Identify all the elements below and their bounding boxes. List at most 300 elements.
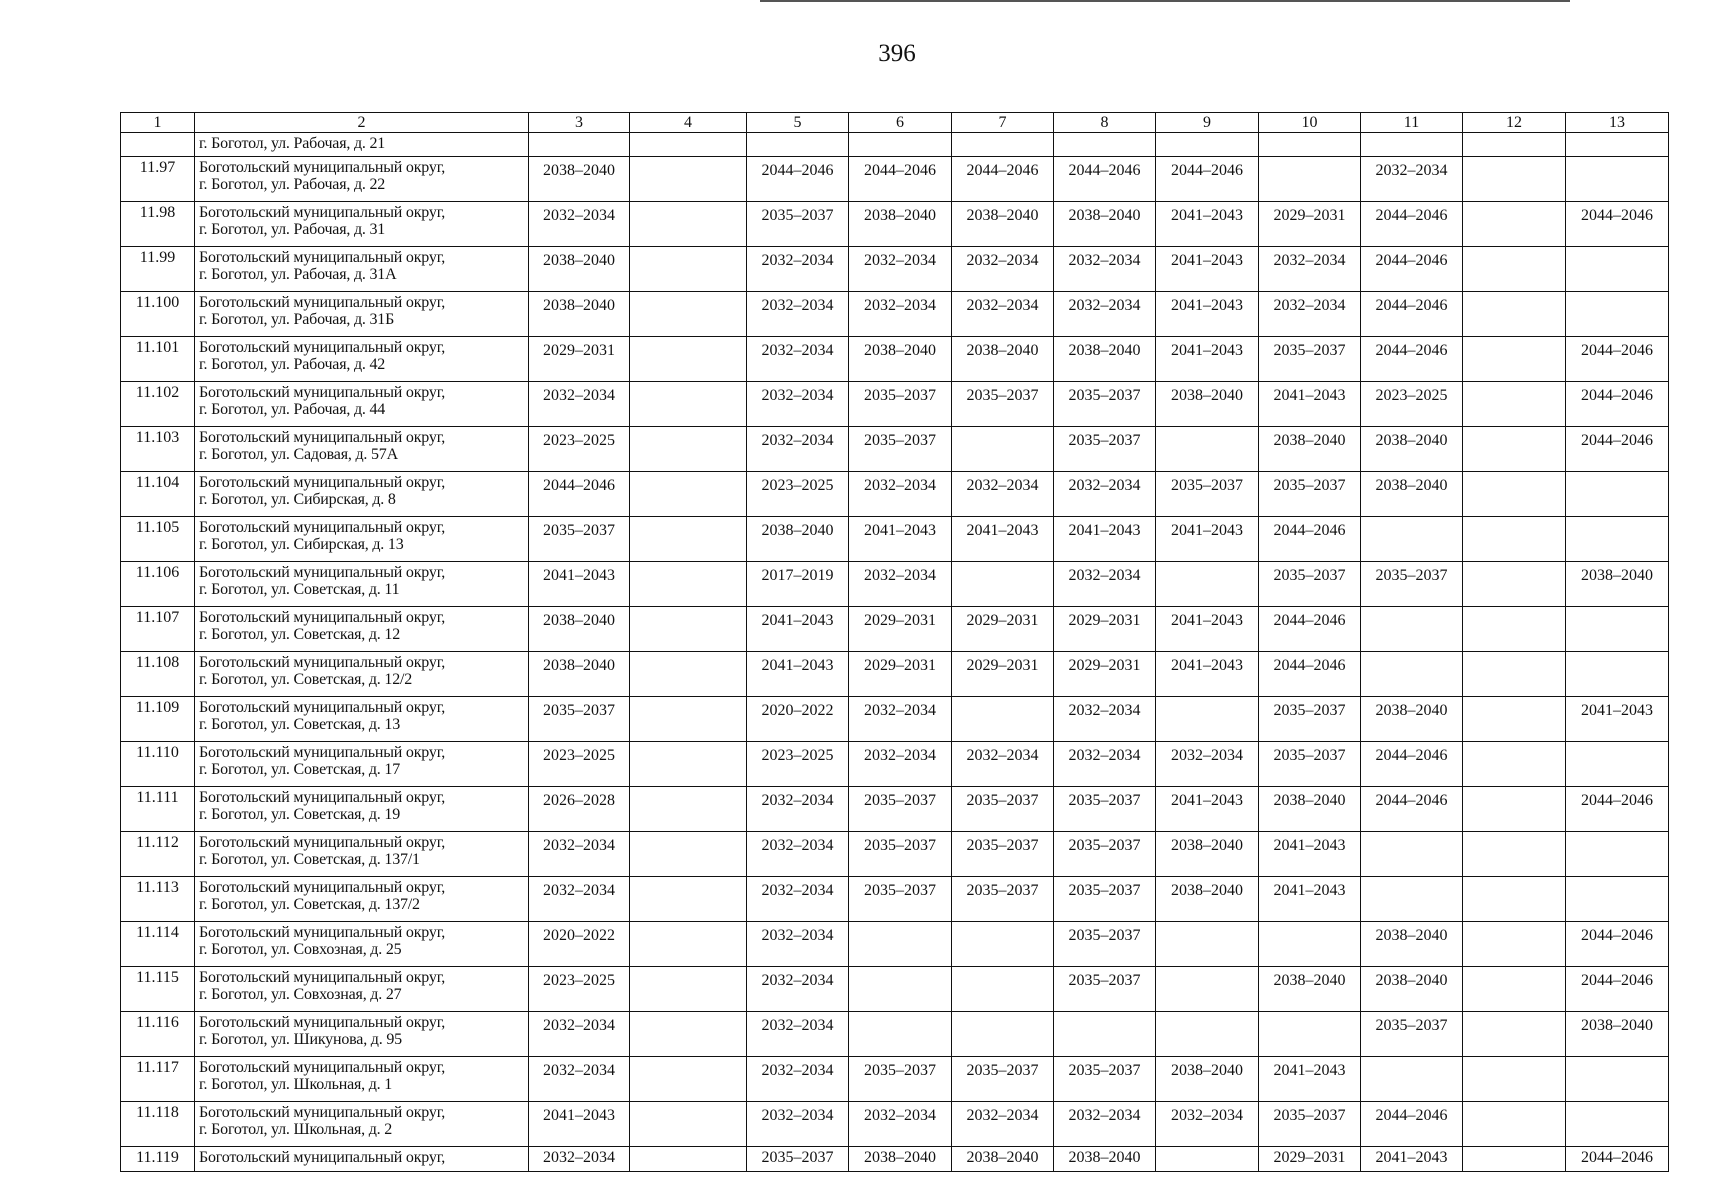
value-cell: 2035–2037 bbox=[1259, 337, 1361, 382]
value-cell: 2038–2040 bbox=[747, 517, 849, 562]
column-header-12: 12 bbox=[1463, 113, 1566, 133]
value-cell bbox=[1463, 787, 1566, 832]
value-cell bbox=[1463, 562, 1566, 607]
table-row bbox=[121, 877, 1669, 922]
value-cell bbox=[630, 562, 747, 607]
table-row bbox=[121, 247, 1669, 292]
value-cell bbox=[1566, 742, 1669, 787]
value-cell bbox=[849, 922, 952, 967]
value-cell bbox=[630, 1057, 747, 1102]
value-cell: 2035–2037 bbox=[849, 832, 952, 877]
address-cell bbox=[195, 157, 529, 202]
district-line: Боготольский муниципальный округ, bbox=[199, 924, 446, 941]
value-cell bbox=[630, 787, 747, 832]
row-number-cell: 11.115 bbox=[121, 967, 195, 1012]
row-number-cell: 11.98 bbox=[121, 202, 195, 247]
value-cell: 2038–2040 bbox=[1361, 472, 1463, 517]
address-line: г. Боготол, ул. Советская, д. 137/2 bbox=[199, 896, 420, 913]
value-cell: 2038–2040 bbox=[529, 292, 630, 337]
value-cell: 2035–2037 bbox=[952, 1057, 1054, 1102]
value-cell: 2044–2046 bbox=[1566, 427, 1669, 472]
value-cell bbox=[1361, 652, 1463, 697]
value-cell: 2032–2034 bbox=[849, 697, 952, 742]
table-row-continued bbox=[121, 133, 1669, 157]
address-cell bbox=[195, 697, 529, 742]
value-cell bbox=[1463, 337, 1566, 382]
value-cell bbox=[630, 133, 747, 157]
value-cell bbox=[1156, 697, 1259, 742]
value-cell bbox=[1361, 1057, 1463, 1102]
value-cell bbox=[630, 202, 747, 247]
address-line: г. Боготол, ул. Рабочая, д. 44 bbox=[199, 401, 386, 418]
value-cell: 2035–2037 bbox=[747, 1147, 849, 1172]
address-line: г. Боготол, ул. Советская, д. 137/1 bbox=[199, 851, 420, 868]
value-cell bbox=[1463, 1147, 1566, 1172]
value-cell: 2044–2046 bbox=[1361, 202, 1463, 247]
value-cell bbox=[1463, 472, 1566, 517]
value-cell bbox=[630, 427, 747, 472]
value-cell: 2041–2043 bbox=[1156, 607, 1259, 652]
value-cell: 2029–2031 bbox=[1054, 607, 1156, 652]
value-cell: 2035–2037 bbox=[849, 787, 952, 832]
address-cell bbox=[195, 787, 529, 832]
address-cell bbox=[195, 427, 529, 472]
value-cell: 2041–2043 bbox=[1259, 382, 1361, 427]
table-row bbox=[121, 382, 1669, 427]
value-cell bbox=[1463, 922, 1566, 967]
value-cell: 2032–2034 bbox=[529, 1012, 630, 1057]
address-line: г. Боготол, ул. Школьная, д. 2 bbox=[199, 1121, 393, 1138]
value-cell: 2041–2043 bbox=[1156, 292, 1259, 337]
value-cell bbox=[630, 157, 747, 202]
value-cell bbox=[1566, 832, 1669, 877]
value-cell: 2035–2037 bbox=[849, 382, 952, 427]
row-number-cell: 11.101 bbox=[121, 337, 195, 382]
district-line: Боготольский муниципальный округ, bbox=[199, 699, 446, 716]
value-cell: 2035–2037 bbox=[1361, 562, 1463, 607]
table-row bbox=[121, 922, 1669, 967]
row-number-cell: 11.100 bbox=[121, 292, 195, 337]
value-cell: 2032–2034 bbox=[529, 832, 630, 877]
value-cell bbox=[1566, 1057, 1669, 1102]
row-number-cell: 11.104 bbox=[121, 472, 195, 517]
value-cell: 2041–2043 bbox=[747, 652, 849, 697]
address-line: г. Боготол, ул. Советская, д. 19 bbox=[199, 806, 400, 823]
top-rule bbox=[760, 0, 1570, 2]
district-line: Боготольский муниципальный округ, bbox=[199, 969, 446, 986]
address-cell bbox=[195, 202, 529, 247]
value-cell bbox=[1463, 1012, 1566, 1057]
value-cell: 2041–2043 bbox=[1054, 517, 1156, 562]
row-number-cell: 11.108 bbox=[121, 652, 195, 697]
value-cell: 2038–2040 bbox=[849, 1147, 952, 1172]
page-number: 396 bbox=[878, 40, 916, 67]
address-line: г. Боготол, ул. Сибирская, д. 8 bbox=[199, 491, 396, 508]
value-cell bbox=[1156, 427, 1259, 472]
column-header-5: 5 bbox=[747, 113, 849, 133]
value-cell: 2044–2046 bbox=[1259, 652, 1361, 697]
value-cell: 2041–2043 bbox=[1156, 337, 1259, 382]
schedule-table bbox=[120, 112, 1669, 1172]
value-cell: 2038–2040 bbox=[1156, 832, 1259, 877]
value-cell bbox=[1259, 133, 1361, 157]
address-cell bbox=[195, 247, 529, 292]
value-cell: 2041–2043 bbox=[1156, 247, 1259, 292]
value-cell bbox=[1156, 133, 1259, 157]
value-cell: 2044–2046 bbox=[849, 157, 952, 202]
value-cell: 2032–2034 bbox=[529, 877, 630, 922]
value-cell: 2041–2043 bbox=[849, 517, 952, 562]
value-cell bbox=[1361, 832, 1463, 877]
row-number-cell: 11.106 bbox=[121, 562, 195, 607]
value-cell: 2041–2043 bbox=[1156, 787, 1259, 832]
district-line: Боготольский муниципальный округ, bbox=[199, 1059, 446, 1076]
address-cell bbox=[195, 517, 529, 562]
value-cell: 2035–2037 bbox=[1054, 382, 1156, 427]
district-line: Боготольский муниципальный округ, bbox=[199, 249, 446, 266]
value-cell: 2035–2037 bbox=[1259, 1102, 1361, 1147]
value-cell: 2038–2040 bbox=[1361, 697, 1463, 742]
value-cell: 2041–2043 bbox=[529, 562, 630, 607]
address-cell bbox=[195, 652, 529, 697]
value-cell: 2032–2034 bbox=[952, 742, 1054, 787]
address-line: г. Боготол, ул. Шикунова, д. 95 bbox=[199, 1031, 402, 1048]
value-cell: 2038–2040 bbox=[952, 202, 1054, 247]
table-row bbox=[121, 472, 1669, 517]
district-line: Боготольский муниципальный округ, bbox=[199, 744, 446, 761]
value-cell: 2035–2037 bbox=[747, 202, 849, 247]
value-cell: 2044–2046 bbox=[952, 157, 1054, 202]
value-cell: 2035–2037 bbox=[1361, 1012, 1463, 1057]
value-cell: 2041–2043 bbox=[952, 517, 1054, 562]
value-cell bbox=[1156, 1147, 1259, 1172]
address-line: г. Боготол, ул. Совхозная, д. 25 bbox=[199, 941, 402, 958]
value-cell: 2020–2022 bbox=[529, 922, 630, 967]
district-line: Боготольский муниципальный округ, bbox=[199, 294, 446, 311]
value-cell bbox=[1566, 1102, 1669, 1147]
column-header-10: 10 bbox=[1259, 113, 1361, 133]
value-cell bbox=[630, 922, 747, 967]
value-cell: 2032–2034 bbox=[849, 742, 952, 787]
value-cell: 2029–2031 bbox=[1259, 202, 1361, 247]
table-row bbox=[121, 292, 1669, 337]
row-number-cell: 11.118 bbox=[121, 1102, 195, 1147]
value-cell: 2032–2034 bbox=[747, 427, 849, 472]
row-number-cell: 11.103 bbox=[121, 427, 195, 472]
value-cell: 2032–2034 bbox=[747, 787, 849, 832]
value-cell bbox=[630, 472, 747, 517]
address-cell bbox=[195, 967, 529, 1012]
value-cell bbox=[1156, 967, 1259, 1012]
value-cell bbox=[1463, 967, 1566, 1012]
value-cell bbox=[1156, 922, 1259, 967]
value-cell: 2041–2043 bbox=[1259, 832, 1361, 877]
address-cell: Боготольский муниципальный округ, bbox=[195, 1147, 529, 1172]
value-cell bbox=[630, 877, 747, 922]
value-cell: 2032–2034 bbox=[747, 922, 849, 967]
value-cell: 2032–2034 bbox=[952, 472, 1054, 517]
value-cell: 2032–2034 bbox=[747, 832, 849, 877]
value-cell: 2035–2037 bbox=[849, 427, 952, 472]
value-cell: 2032–2034 bbox=[1054, 247, 1156, 292]
address-line: г. Боготол, ул. Советская, д. 12/2 bbox=[199, 671, 413, 688]
row-number-cell: 11.99 bbox=[121, 247, 195, 292]
value-cell bbox=[1463, 607, 1566, 652]
district-line: Боготольский муниципальный округ, bbox=[199, 204, 446, 221]
value-cell bbox=[1156, 1012, 1259, 1057]
value-cell: 2044–2046 bbox=[1566, 1147, 1669, 1172]
value-cell: 2038–2040 bbox=[1259, 967, 1361, 1012]
value-cell: 2032–2034 bbox=[952, 292, 1054, 337]
value-cell: 2032–2034 bbox=[1054, 742, 1156, 787]
value-cell: 2038–2040 bbox=[1259, 427, 1361, 472]
row-number-cell: 11.119 bbox=[121, 1147, 195, 1172]
value-cell bbox=[1566, 472, 1669, 517]
value-cell bbox=[630, 607, 747, 652]
address-cell bbox=[195, 382, 529, 427]
value-cell bbox=[1361, 133, 1463, 157]
address-line: г. Боготол, ул. Советская, д. 17 bbox=[199, 761, 400, 778]
address-cell bbox=[195, 562, 529, 607]
header-row bbox=[121, 113, 1669, 133]
table-row-last bbox=[121, 1147, 1669, 1172]
value-cell: 2032–2034 bbox=[529, 1147, 630, 1172]
value-cell: 2032–2034 bbox=[1361, 157, 1463, 202]
table-row bbox=[121, 607, 1669, 652]
district-line: Боготольский муниципальный округ, bbox=[199, 654, 446, 671]
row-number-cell: 11.117 bbox=[121, 1057, 195, 1102]
value-cell: 2044–2046 bbox=[1361, 247, 1463, 292]
district-line: Боготольский муниципальный округ, bbox=[199, 1014, 446, 1031]
value-cell bbox=[1463, 157, 1566, 202]
value-cell: 2032–2034 bbox=[1054, 697, 1156, 742]
table-row bbox=[121, 202, 1669, 247]
value-cell bbox=[747, 133, 849, 157]
value-cell bbox=[1566, 133, 1669, 157]
row-number-cell: 11.111 bbox=[121, 787, 195, 832]
value-cell: 2029–2031 bbox=[849, 652, 952, 697]
value-cell bbox=[630, 832, 747, 877]
value-cell: 2017–2019 bbox=[747, 562, 849, 607]
value-cell bbox=[1566, 607, 1669, 652]
value-cell: 2038–2040 bbox=[1054, 1147, 1156, 1172]
value-cell bbox=[1259, 1012, 1361, 1057]
value-cell: 2038–2040 bbox=[1054, 202, 1156, 247]
value-cell: 2023–2025 bbox=[1361, 382, 1463, 427]
value-cell: 2032–2034 bbox=[1156, 1102, 1259, 1147]
district-line: Боготольский муниципальный округ, bbox=[199, 474, 446, 491]
value-cell bbox=[952, 967, 1054, 1012]
value-cell: 2038–2040 bbox=[849, 337, 952, 382]
value-cell: 2035–2037 bbox=[952, 877, 1054, 922]
value-cell: 2035–2037 bbox=[529, 517, 630, 562]
value-cell bbox=[630, 292, 747, 337]
value-cell bbox=[952, 1012, 1054, 1057]
value-cell: 2035–2037 bbox=[952, 382, 1054, 427]
table-row bbox=[121, 337, 1669, 382]
address-cell bbox=[195, 472, 529, 517]
value-cell: 2035–2037 bbox=[1054, 922, 1156, 967]
column-header-1: 1 bbox=[121, 113, 195, 133]
value-cell: 2044–2046 bbox=[1361, 337, 1463, 382]
district-line: Боготольский муниципальный округ, bbox=[199, 339, 446, 356]
row-number-cell: 11.97 bbox=[121, 157, 195, 202]
value-cell: 2032–2034 bbox=[849, 472, 952, 517]
value-cell: 2044–2046 bbox=[529, 472, 630, 517]
row-number-cell bbox=[121, 133, 195, 157]
table-row bbox=[121, 1012, 1669, 1057]
value-cell bbox=[630, 382, 747, 427]
value-cell: 2035–2037 bbox=[1054, 1057, 1156, 1102]
value-cell: 2032–2034 bbox=[747, 247, 849, 292]
value-cell: 2020–2022 bbox=[747, 697, 849, 742]
table-row bbox=[121, 1102, 1669, 1147]
value-cell: 2032–2034 bbox=[747, 1102, 849, 1147]
value-cell: 2032–2034 bbox=[1054, 472, 1156, 517]
address-line: г. Боготол, ул. Рабочая, д. 31Б bbox=[199, 311, 395, 328]
address-line: г. Боготол, ул. Садовая, д. 57А bbox=[199, 446, 398, 463]
district-line: Боготольский муниципальный округ, bbox=[199, 429, 446, 446]
value-cell: 2032–2034 bbox=[747, 382, 849, 427]
address-line: г. Боготол, ул. Рабочая, д. 31 bbox=[199, 221, 386, 238]
value-cell: 2032–2034 bbox=[849, 1102, 952, 1147]
address-cell bbox=[195, 1102, 529, 1147]
value-cell: 2023–2025 bbox=[529, 742, 630, 787]
value-cell bbox=[1259, 922, 1361, 967]
value-cell: 2023–2025 bbox=[529, 967, 630, 1012]
value-cell: 2032–2034 bbox=[1054, 1102, 1156, 1147]
value-cell bbox=[1463, 1057, 1566, 1102]
value-cell: 2032–2034 bbox=[1054, 562, 1156, 607]
value-cell bbox=[952, 133, 1054, 157]
value-cell: 2032–2034 bbox=[1156, 742, 1259, 787]
value-cell bbox=[630, 517, 747, 562]
value-cell bbox=[1259, 157, 1361, 202]
district-line: Боготольский муниципальный округ, bbox=[199, 519, 446, 536]
value-cell bbox=[849, 1012, 952, 1057]
value-cell: 2035–2037 bbox=[1054, 427, 1156, 472]
value-cell bbox=[1054, 133, 1156, 157]
table-row bbox=[121, 967, 1669, 1012]
value-cell: 2032–2034 bbox=[952, 1102, 1054, 1147]
value-cell: 2044–2046 bbox=[1156, 157, 1259, 202]
value-cell bbox=[1361, 877, 1463, 922]
value-cell: 2035–2037 bbox=[952, 832, 1054, 877]
value-cell: 2032–2034 bbox=[747, 967, 849, 1012]
value-cell: 2023–2025 bbox=[529, 427, 630, 472]
address-line: г. Боготол, ул. Сибирская, д. 13 bbox=[199, 536, 404, 553]
address-line: г. Боготол, ул. Советская, д. 12 bbox=[199, 626, 400, 643]
district-line: Боготольский муниципальный округ, bbox=[199, 564, 446, 581]
value-cell: 2038–2040 bbox=[1361, 922, 1463, 967]
address-line: г. Боготол, ул. Советская, д. 13 bbox=[199, 716, 400, 733]
value-cell: 2044–2046 bbox=[1361, 1102, 1463, 1147]
value-cell: 2038–2040 bbox=[1156, 1057, 1259, 1102]
value-cell bbox=[1463, 652, 1566, 697]
column-header-6: 6 bbox=[849, 113, 952, 133]
value-cell: 2035–2037 bbox=[1054, 877, 1156, 922]
value-cell: 2041–2043 bbox=[1566, 697, 1669, 742]
district-line: Боготольский муниципальный округ, bbox=[199, 879, 446, 896]
value-cell: 2032–2034 bbox=[849, 292, 952, 337]
value-cell: 2032–2034 bbox=[952, 247, 1054, 292]
value-cell bbox=[952, 922, 1054, 967]
table-row bbox=[121, 742, 1669, 787]
value-cell: 2035–2037 bbox=[1054, 832, 1156, 877]
column-header-2: 2 bbox=[195, 113, 529, 133]
value-cell: 2038–2040 bbox=[952, 1147, 1054, 1172]
table-row bbox=[121, 697, 1669, 742]
address-cell bbox=[195, 832, 529, 877]
value-cell: 2029–2031 bbox=[1054, 652, 1156, 697]
value-cell: 2032–2034 bbox=[1054, 292, 1156, 337]
district-line: Боготольский муниципальный округ, bbox=[199, 159, 446, 176]
value-cell: 2026–2028 bbox=[529, 787, 630, 832]
value-cell: 2044–2046 bbox=[1566, 337, 1669, 382]
value-cell bbox=[1463, 832, 1566, 877]
value-cell bbox=[1463, 742, 1566, 787]
value-cell: 2035–2037 bbox=[1259, 742, 1361, 787]
value-cell: 2038–2040 bbox=[529, 607, 630, 652]
value-cell: 2032–2034 bbox=[747, 877, 849, 922]
address-line: г. Боготол, ул. Школьная, д. 1 bbox=[199, 1076, 393, 1093]
value-cell: 2032–2034 bbox=[849, 247, 952, 292]
value-cell bbox=[1463, 292, 1566, 337]
value-cell bbox=[1566, 517, 1669, 562]
value-cell: 2029–2031 bbox=[952, 607, 1054, 652]
value-cell bbox=[952, 562, 1054, 607]
value-cell: 2041–2043 bbox=[1156, 202, 1259, 247]
address-cell bbox=[195, 607, 529, 652]
address-line: г. Боготол, ул. Рабочая, д. 42 bbox=[199, 356, 386, 373]
column-header-4: 4 bbox=[630, 113, 747, 133]
value-cell: 2038–2040 bbox=[952, 337, 1054, 382]
value-cell: 2035–2037 bbox=[952, 787, 1054, 832]
address-line: г. Боготол, ул. Совхозная, д. 27 bbox=[199, 986, 402, 1003]
value-cell bbox=[1463, 247, 1566, 292]
value-cell: 2044–2046 bbox=[1259, 607, 1361, 652]
column-header-11: 11 bbox=[1361, 113, 1463, 133]
value-cell: 2044–2046 bbox=[1566, 967, 1669, 1012]
column-header-8: 8 bbox=[1054, 113, 1156, 133]
value-cell: 2029–2031 bbox=[952, 652, 1054, 697]
row-number-cell: 11.110 bbox=[121, 742, 195, 787]
district-line: Боготольский муниципальный округ, bbox=[199, 609, 446, 626]
value-cell bbox=[1361, 607, 1463, 652]
value-cell bbox=[630, 652, 747, 697]
value-cell: 2041–2043 bbox=[1259, 877, 1361, 922]
address-line: г. Боготол, ул. Рабочая, д. 22 bbox=[199, 176, 386, 193]
address-cell bbox=[195, 292, 529, 337]
value-cell: 2038–2040 bbox=[529, 247, 630, 292]
value-cell: 2038–2040 bbox=[1156, 382, 1259, 427]
value-cell bbox=[630, 1147, 747, 1172]
column-header-3: 3 bbox=[529, 113, 630, 133]
row-number-cell: 11.116 bbox=[121, 1012, 195, 1057]
address-cell: г. Боготол, ул. Рабочая, д. 21 bbox=[195, 133, 529, 157]
value-cell bbox=[1463, 1102, 1566, 1147]
value-cell: 2032–2034 bbox=[529, 202, 630, 247]
table-row bbox=[121, 1057, 1669, 1102]
column-header-9: 9 bbox=[1156, 113, 1259, 133]
value-cell bbox=[1566, 877, 1669, 922]
address-cell bbox=[195, 337, 529, 382]
value-cell: 2035–2037 bbox=[1054, 787, 1156, 832]
address-line: г. Боготол, ул. Советская, д. 11 bbox=[199, 581, 400, 598]
value-cell: 2035–2037 bbox=[1259, 697, 1361, 742]
value-cell: 2038–2040 bbox=[849, 202, 952, 247]
column-header-7: 7 bbox=[952, 113, 1054, 133]
